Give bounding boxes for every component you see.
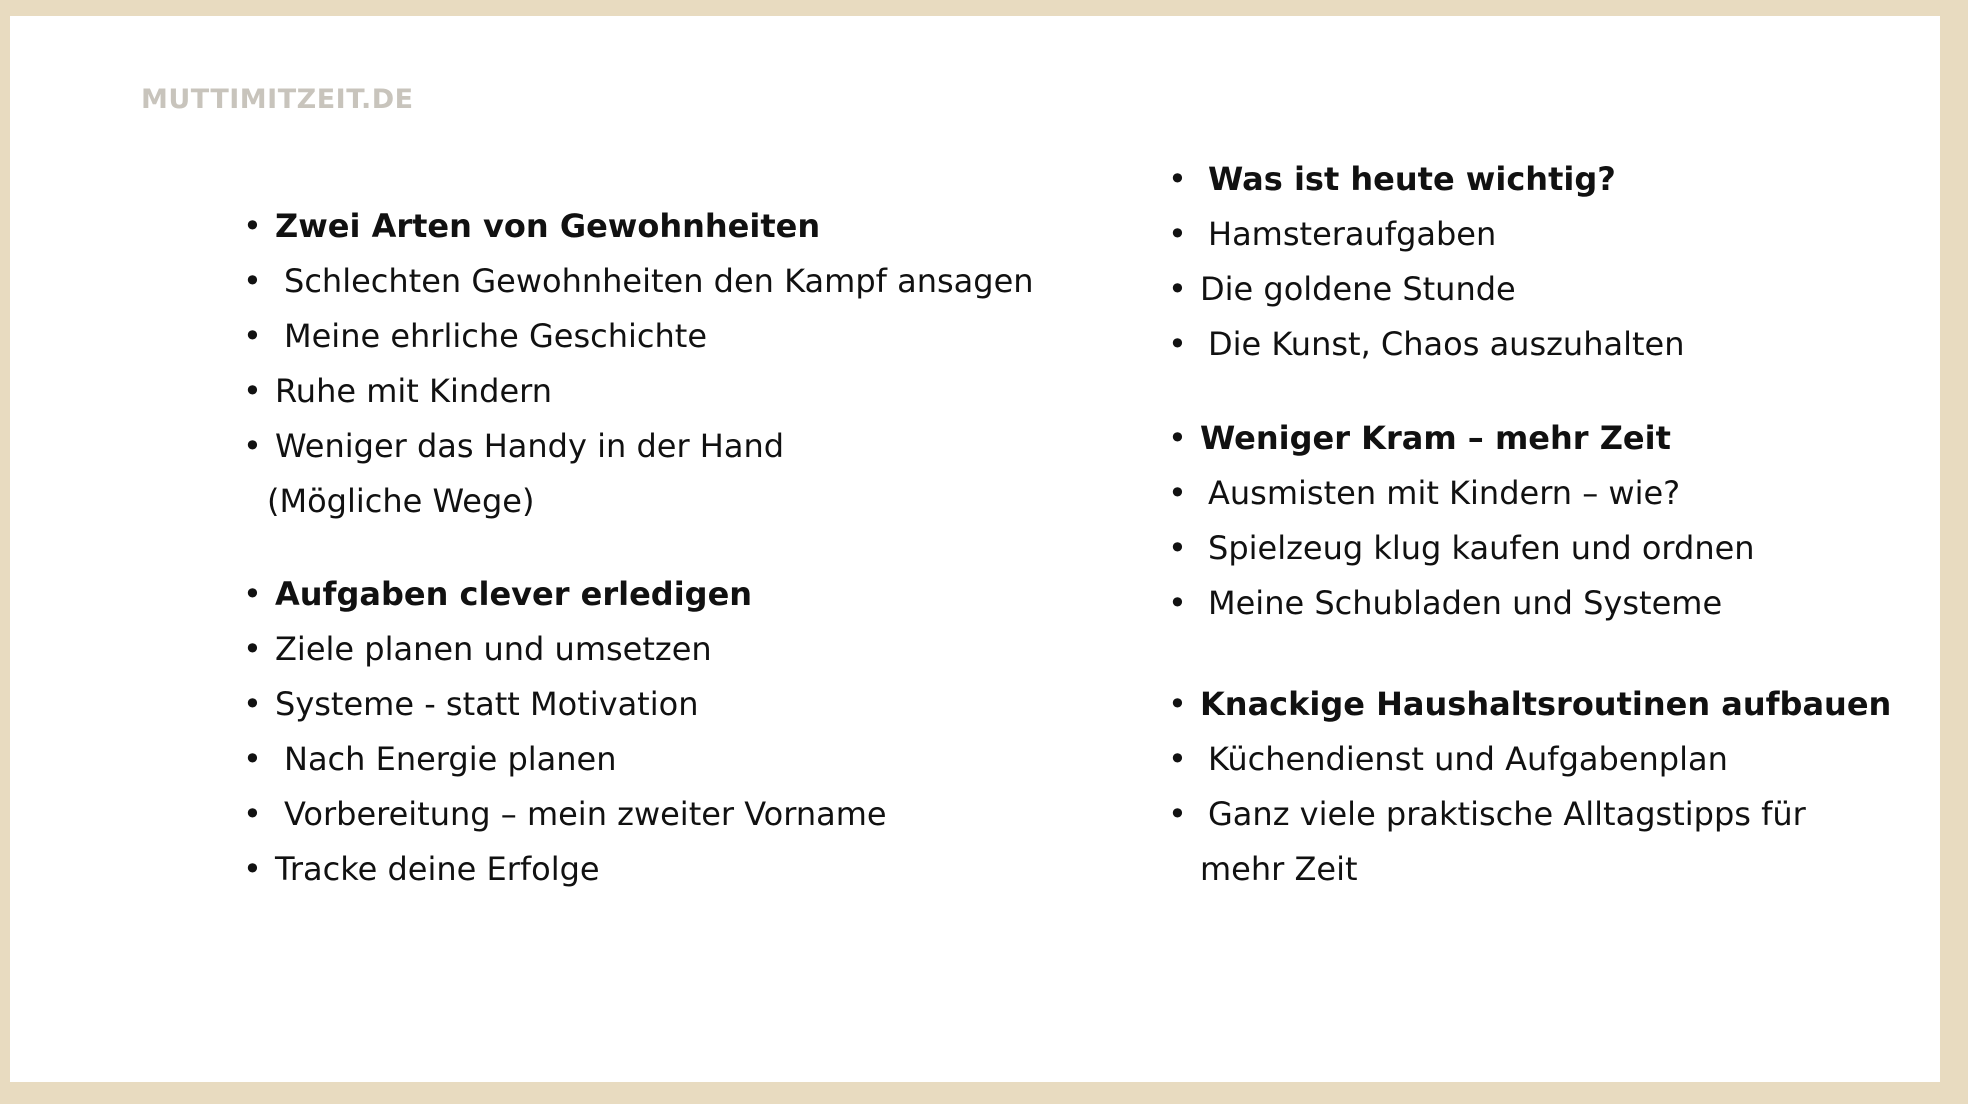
list-item-label: Vorbereitung – mein zweiter Vorname — [284, 795, 887, 833]
list-item-label: Schlechten Gewohnheiten den Kampf ansagen — [284, 262, 1034, 300]
list-item-label: Hamsteraufgaben — [1208, 215, 1497, 253]
list-item-label: Ganz viele praktische Alltagstipps für — [1208, 795, 1806, 833]
list-item-label: Die Kunst, Chaos auszuhalten — [1208, 325, 1685, 363]
bullet-icon: • — [243, 317, 262, 355]
bullet-icon: • — [1168, 740, 1187, 778]
bullet-icon: • — [243, 262, 262, 300]
bullet-icon: • — [1168, 325, 1187, 363]
slide — [10, 16, 1940, 1082]
bullet-icon: • — [243, 850, 262, 888]
bullet-icon: • — [1168, 795, 1187, 833]
bullet-icon: • — [1168, 584, 1187, 622]
list-item-label: Die goldene Stunde — [1200, 270, 1516, 308]
bullet-icon: • — [243, 207, 262, 245]
list-item-label: Meine Schubladen und Systeme — [1208, 584, 1723, 622]
bullet-icon: • — [243, 740, 262, 778]
bullet-icon: • — [1168, 529, 1187, 567]
bullet-icon: • — [1168, 160, 1187, 198]
list-item-label: Weniger das Handy in der Hand — [275, 427, 785, 465]
bullet-icon: • — [243, 372, 262, 410]
list-item-label: Ruhe mit Kindern — [275, 372, 553, 410]
list-item-label: Spielzeug klug kaufen und ordnen — [1208, 529, 1755, 567]
list-item-label: Ziele planen und umsetzen — [275, 630, 712, 668]
bullet-icon: • — [243, 685, 262, 723]
list-item-label: Knackige Haushaltsroutinen aufbauen — [1200, 685, 1892, 723]
bullet-icon: • — [243, 575, 262, 613]
bullet-icon: • — [243, 427, 262, 465]
list-item-label: Zwei Arten von Gewohnheiten — [275, 207, 821, 245]
bullet-icon: • — [243, 795, 262, 833]
bullet-icon: • — [1168, 474, 1187, 512]
brand-logo-text: MUTTIMITZEIT.DE — [141, 84, 414, 115]
bullet-icon: • — [1168, 270, 1187, 308]
list-item-continuation: (Mögliche Wege) — [267, 482, 535, 520]
list-item-label: Meine ehrliche Geschichte — [284, 317, 707, 355]
list-item-label: Küchendienst und Aufgabenplan — [1208, 740, 1728, 778]
list-item-label: Was ist heute wichtig? — [1208, 160, 1616, 198]
list-item-label: Tracke deine Erfolge — [275, 850, 600, 888]
bullet-icon: • — [1168, 215, 1187, 253]
bullet-icon: • — [243, 630, 262, 668]
list-item-continuation: mehr Zeit — [1200, 850, 1358, 888]
bullet-icon: • — [1168, 419, 1187, 457]
list-item-label: Nach Energie planen — [284, 740, 617, 778]
list-item-label: Ausmisten mit Kindern – wie? — [1208, 474, 1681, 512]
bullet-icon: • — [1168, 685, 1187, 723]
list-item-label: Systeme - statt Motivation — [275, 685, 699, 723]
list-item-label: Aufgaben clever erledigen — [275, 575, 753, 613]
list-item-label: Weniger Kram – mehr Zeit — [1200, 419, 1671, 457]
